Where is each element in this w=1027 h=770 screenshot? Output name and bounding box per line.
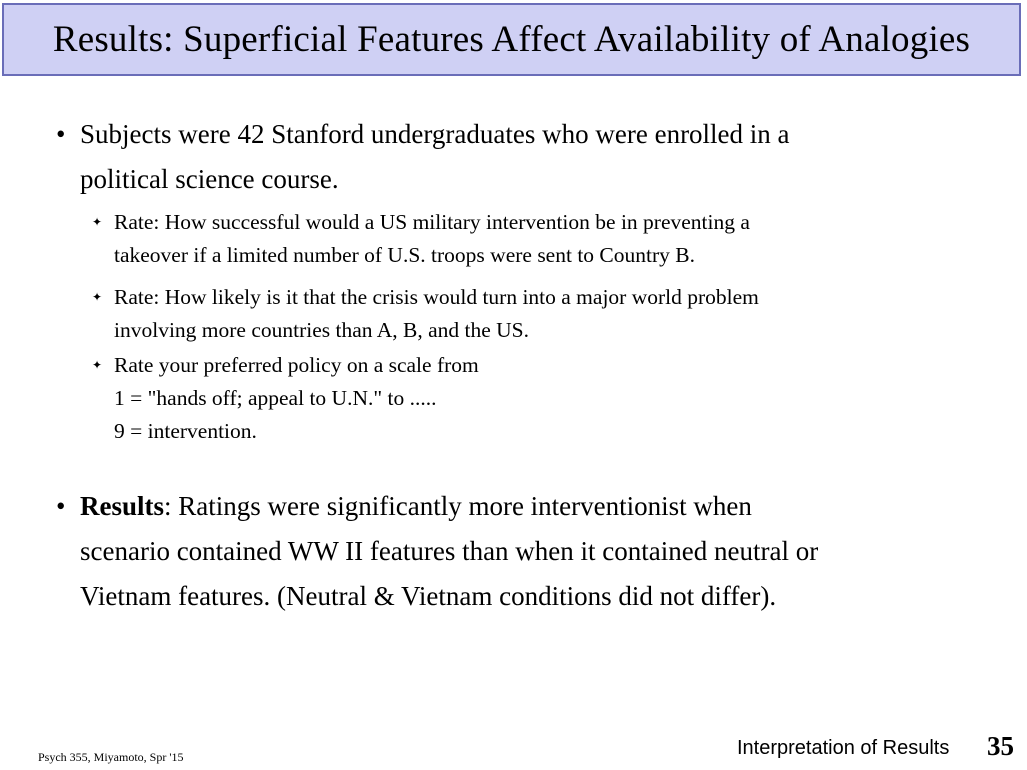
diamond-bullet-icon: ✦ (92, 215, 103, 229)
sub-bullet-crisis-rating (114, 281, 759, 347)
footer-course: Psych 355, Miyamoto, Spr '15 (38, 750, 184, 764)
bullet-subjects (80, 112, 790, 202)
bullet-line (80, 484, 818, 529)
sub-bullet-success-rating (114, 206, 750, 272)
bullet-marker: • (56, 491, 66, 521)
slide-title: Results: Superficial Features Affect Availability of Analogies (52, 19, 971, 60)
sub-bullet-line: takeover if a limited number of U.S. troops were sent to Country B. (114, 243, 695, 267)
sub-bullet-line: Rate your preferred policy on a scale from (114, 353, 479, 377)
bullet-line: political science course. (80, 164, 339, 194)
sub-bullet-line: 1 = "hands off; appeal to U.N." to ..... (114, 386, 437, 410)
bullet-results (80, 484, 818, 619)
sub-bullet-line: Rate: How likely is it that the crisis would turn into a major world problem (114, 285, 759, 309)
diamond-bullet-icon: ✦ (92, 290, 103, 304)
sub-bullet-line: involving more countries than A, B, and the US. (114, 318, 530, 342)
bullet-marker: • (56, 119, 66, 149)
footer-section-link[interactable]: Interpretation of Results (737, 737, 950, 759)
bullet-line: Subjects were 42 Stanford undergraduates who were enrolled in a (80, 119, 790, 149)
title-banner (2, 3, 1021, 76)
bullet-line: scenario contained WW II features than when it contained neutral or (80, 536, 819, 566)
results-text: : Ratings were significantly more interventionist when (164, 491, 752, 521)
page-number: 35 (987, 731, 1014, 761)
sub-bullet-line: 9 = intervention. (114, 419, 257, 443)
sub-bullet-line: Rate: How successful would a US military intervention be in preventing a (114, 210, 750, 234)
diamond-bullet-icon: ✦ (92, 358, 103, 372)
bullet-line: Vietnam features. (Neutral & Vietnam conditions did not differ). (80, 581, 777, 611)
sub-bullet-policy-scale (114, 349, 479, 448)
results-label: Results (80, 491, 165, 521)
